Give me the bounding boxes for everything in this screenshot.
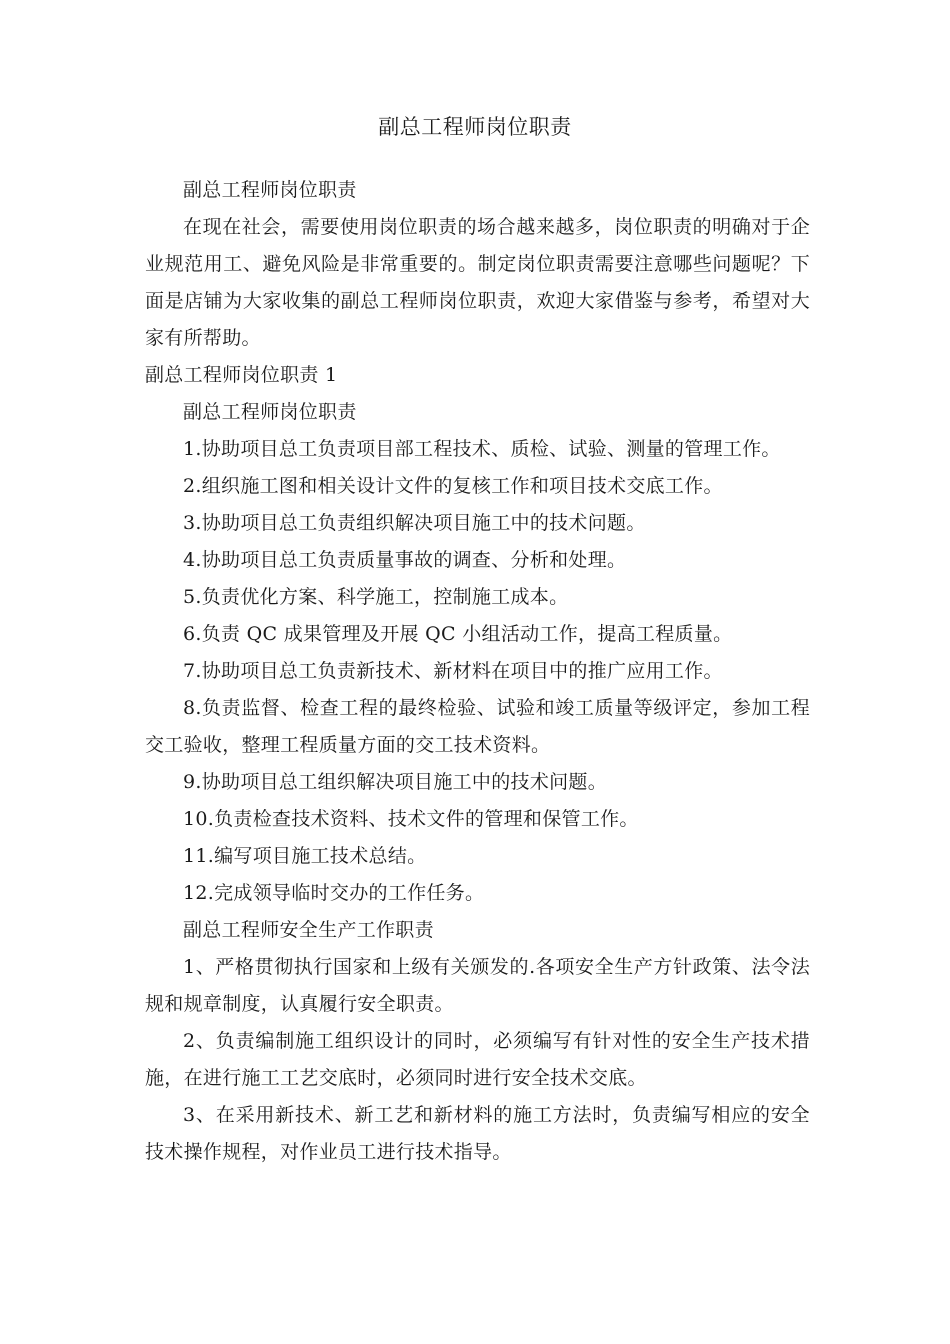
- section-heading: 副总工程师岗位职责 1: [145, 364, 338, 386]
- list-item: 2.组织施工图和相关设计文件的复核工作和项目技术交底工作。: [183, 475, 723, 497]
- document-title: 副总工程师岗位职责: [378, 115, 572, 139]
- document-body: [145, 172, 810, 1171]
- list-item: 1、严格贯彻执行国家和上级有关颁发的.各项安全生产方针政策、法令法规和规章制度，认真履行安全职责。: [145, 956, 810, 1015]
- list-item: 2、负责编制施工组织设计的同时，必须编写有针对性的安全生产技术措施，在进行施工工艺交底时，必须同时进行安全技术交底。: [145, 1030, 810, 1089]
- list-item: 10.负责检查技术资料、技术文件的管理和保管工作。: [183, 808, 639, 830]
- paragraph: 副总工程师安全生产工作职责: [183, 919, 434, 941]
- paragraph: 副总工程师岗位职责: [183, 179, 357, 201]
- list-item: 11.编写项目施工技术总结。: [183, 845, 427, 867]
- list-item: 3、在采用新技术、新工艺和新材料的施工方法时，负责编写相应的安全技术操作规程，对作业员工进行技术指导。: [145, 1104, 810, 1163]
- paragraph: 在现在社会，需要使用岗位职责的场合越来越多，岗位职责的明确对于企业规范用工、避免风险是非常重要的。制定岗位职责需要注意哪些问题呢？下面是店铺为大家收集的副总工程师岗位职责，欢迎大家借鉴与参考，希望对大家有所帮助。: [145, 216, 810, 349]
- list-item: 4.协助项目总工负责质量事故的调查、分析和处理。: [183, 549, 627, 571]
- list-item: 5.负责优化方案、科学施工，控制施工成本。: [183, 586, 569, 608]
- list-item: 6.负责 QC 成果管理及开展 QC 小组活动工作，提高工程质量。: [183, 623, 733, 645]
- list-item: 12.完成领导临时交办的工作任务。: [183, 882, 485, 904]
- list-item: 8.负责监督、检查工程的最终检验、试验和竣工质量等级评定，参加工程交工验收，整理工程质量方面的交工技术资料。: [145, 697, 810, 756]
- list-item: 7.协助项目总工负责新技术、新材料在项目中的推广应用工作。: [183, 660, 723, 682]
- list-item: 3.协助项目总工负责组织解决项目施工中的技术问题。: [183, 512, 646, 534]
- list-item: 9.协助项目总工组织解决项目施工中的技术问题。: [183, 771, 608, 793]
- list-item: 1.协助项目总工负责项目部工程技术、质检、试验、测量的管理工作。: [183, 438, 781, 460]
- paragraph: 副总工程师岗位职责: [183, 401, 357, 423]
